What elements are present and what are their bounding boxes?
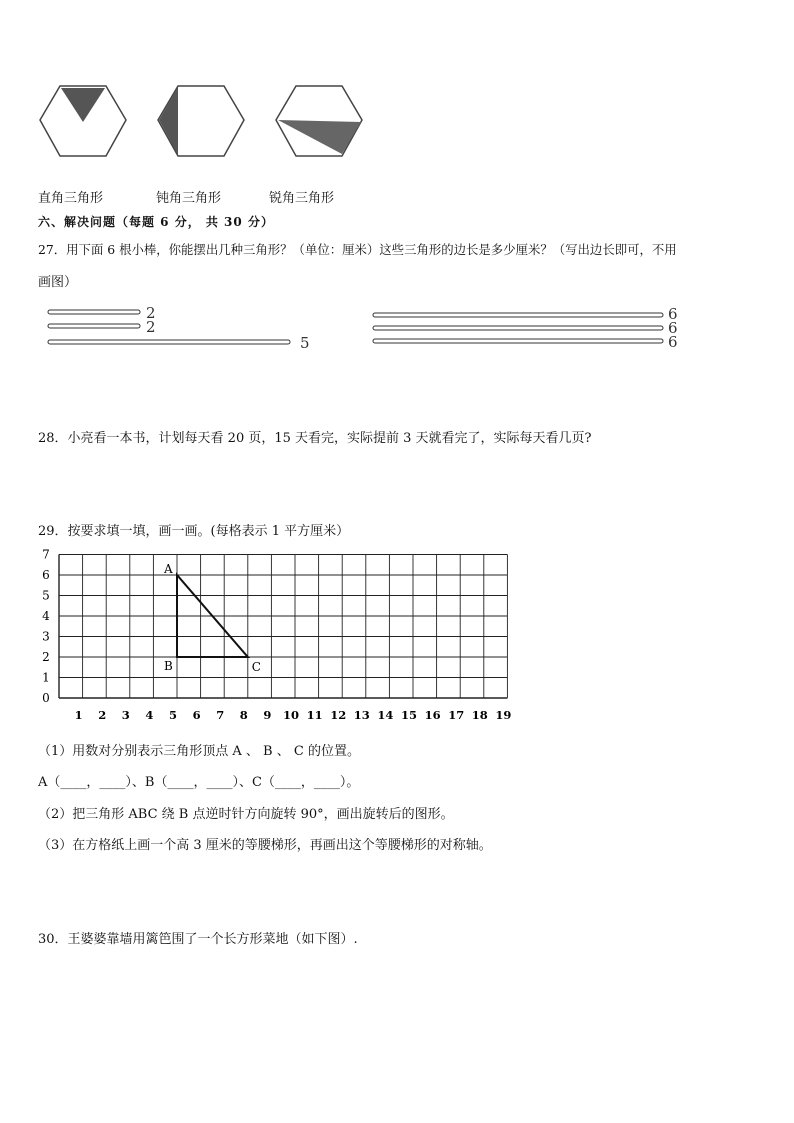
vertex-b-label: B: [164, 659, 173, 673]
y-tick-label: 0: [42, 691, 50, 705]
y-tick-label: 4: [42, 609, 50, 623]
x-tick-label: 13: [353, 708, 370, 722]
x-tick-label: 12: [330, 708, 347, 722]
stick-left-2: [48, 324, 140, 328]
x-tick-label: 4: [145, 708, 154, 722]
stick-right-3-length: 6: [668, 333, 678, 351]
x-tick-label: 10: [282, 708, 300, 722]
stick-left-1: [48, 310, 140, 314]
q28-text: 28．小亮看一本书，计划每天看 20 页，15 天看完，实际提前 3 天就看完了，实际每天看几页?: [38, 431, 592, 446]
stick-left-3-length: 5: [300, 334, 310, 352]
x-tick-label: 18: [471, 708, 488, 722]
x-tick-label: 5: [168, 708, 178, 722]
q27-text-line1: 27．用下面 6 根小棒，你能摆出几种三角形？（单位：厘米）这些三角形的边长是多少厘米？（写出边长即可，不用: [38, 242, 677, 257]
hexagon-label-obtuse: 钝角三角形: [156, 191, 222, 206]
y-tick-label: 2: [42, 650, 50, 664]
q29-part3: （3）在方格纸上画一个高 3 厘米的等腰梯形，再画出这个等腰梯形的对称轴。: [38, 838, 492, 853]
x-tick-label: 15: [400, 708, 418, 722]
x-tick-label: 9: [263, 708, 272, 722]
triangle-abc: [163, 562, 261, 674]
grid-lines: [59, 555, 507, 699]
y-axis-ticks: [42, 548, 50, 705]
x-tick-label: 7: [216, 708, 225, 722]
y-tick-label: 3: [42, 629, 50, 644]
stick-right-2: [373, 326, 663, 330]
x-tick-label: 16: [424, 708, 441, 722]
hexagon-obtuse-angle: [158, 86, 244, 156]
y-tick-label: 7: [42, 548, 50, 562]
x-tick-label: 2: [98, 708, 107, 722]
q29-grid: [36, 548, 526, 726]
q29-part2: （2）把三角形 ABC 绕 B 点逆时针方向旋转 90°，画出旋转后的图形。: [38, 807, 454, 822]
x-tick-label: 14: [377, 708, 394, 722]
hexagon-label-right: 直角三角形: [38, 191, 104, 206]
x-tick-label: 11: [306, 708, 323, 722]
hexagon-figures: [30, 82, 370, 164]
x-tick-label: 3: [121, 708, 130, 722]
section-six-title: 六、解决问题（每题 6 分， 共 30 分）: [38, 215, 274, 229]
hexagon-label-acute: 锐角三角形: [269, 191, 335, 206]
x-tick-label: 8: [239, 708, 248, 722]
q30-text: 30．王婆婆靠墙用篱笆围了一个长方形菜地（如下图）.: [38, 932, 358, 947]
q29-part1-blanks[interactable]: A（____，____）、B（____，____）、C（____，____）。: [38, 775, 360, 790]
x-tick-label: 6: [192, 708, 201, 722]
q27-text-line2: 画图）: [38, 275, 78, 290]
vertex-c-label: C: [251, 660, 261, 674]
stick-right-3: [373, 339, 663, 343]
x-tick-label: 1: [74, 708, 83, 722]
stick-right-1: [373, 313, 663, 317]
stick-left-2-length: 2: [146, 318, 156, 336]
hexagon-right-angle: [40, 86, 126, 156]
y-tick-label: 6: [42, 568, 50, 582]
vertex-a-label: A: [164, 562, 173, 576]
x-tick-label: 17: [448, 708, 465, 722]
q29-title: 29．按要求填一填，画一画。(每格表示 1 平方厘米）: [38, 524, 350, 539]
y-tick-label: 1: [42, 670, 50, 685]
stick-left-3: [48, 340, 290, 344]
y-tick-label: 5: [42, 588, 50, 603]
q27-sticks: [40, 304, 700, 354]
stick-left-1-length: 2: [146, 304, 156, 322]
x-axis-ticks: [75, 708, 512, 722]
q29-part1: （1）用数对分别表示三角形顶点 A 、 B 、 C 的位置。: [38, 744, 360, 759]
x-tick-label: 19: [495, 708, 512, 722]
hexagon-acute-angle: [276, 86, 362, 156]
stick-right-2-length: 6: [668, 319, 678, 337]
stick-right-1-length: 6: [668, 305, 678, 323]
